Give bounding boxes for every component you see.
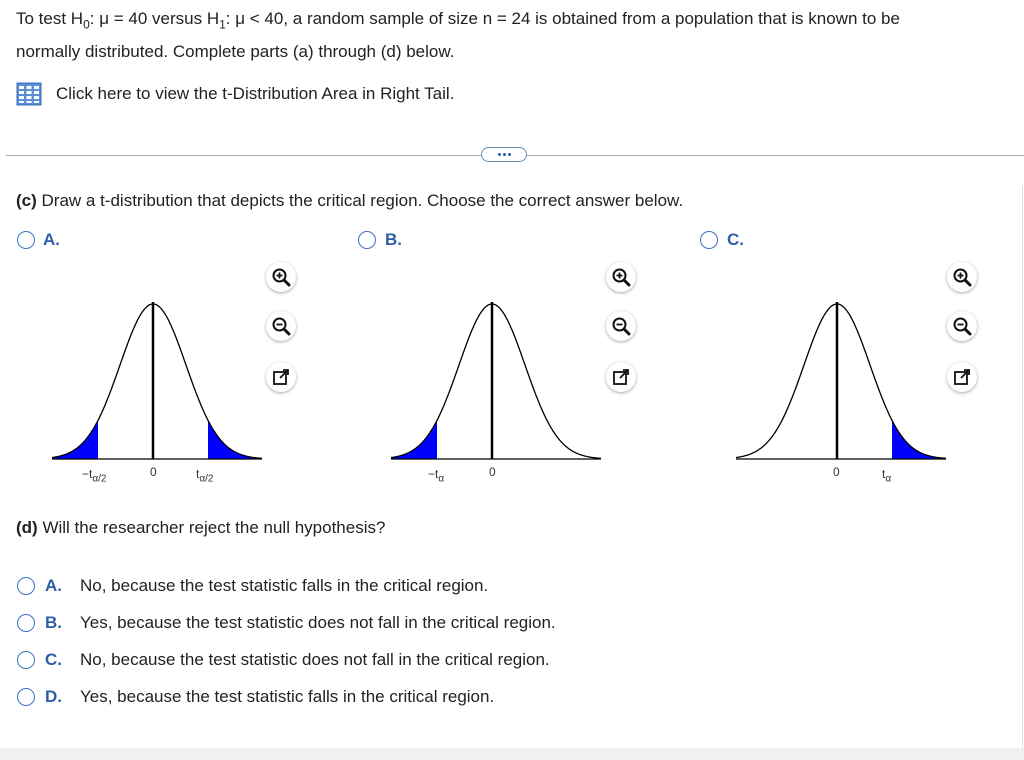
part-c-option-a-radio[interactable] <box>17 231 35 249</box>
open-external-icon <box>611 367 631 387</box>
part-c-question <box>16 191 683 211</box>
zoom-in-icon <box>271 267 291 287</box>
table-link-label[interactable]: Click here to view the t-Distribution Area in Right Tail. <box>56 84 455 103</box>
panel-edge <box>1022 186 1023 748</box>
zoom-in-icon <box>611 267 631 287</box>
part-d-option-a-radio[interactable] <box>17 577 35 595</box>
intro-text-2: : μ = 40 versus H <box>89 9 220 28</box>
graph-b-left-label: $-t_\alpha$ <box>428 467 445 485</box>
t-distribution-table-link[interactable] <box>16 82 454 106</box>
graph-b-curve <box>391 304 601 458</box>
part-c-option-c-radio[interactable] <box>700 231 718 249</box>
graph-a-center-label: 0 <box>150 465 157 479</box>
zoom-out-icon <box>952 316 972 336</box>
graph-c-center-label: 0 <box>833 465 840 479</box>
graph-c-right-tail <box>892 420 946 459</box>
graph-b-left-tail <box>391 420 437 459</box>
ellipsis-dot <box>508 153 511 156</box>
graph-c-right-tailed <box>736 296 946 462</box>
problem-statement-line-2: normally distributed. Complete parts (a) through (d) below. <box>16 42 455 61</box>
part-d-option-d-letter: D. <box>45 687 62 706</box>
open-external-icon <box>952 367 972 387</box>
part-c-option-c-letter: C. <box>727 230 744 249</box>
graph-a-two-tailed <box>52 296 262 462</box>
problem-statement-line-1 <box>16 8 900 35</box>
graph-a-zoom-in-button[interactable] <box>266 262 296 292</box>
graph-b-open-external-button[interactable] <box>606 362 636 392</box>
part-c-text: Draw a t-distribution that depicts the critical region. Choose the correct answer below. <box>36 191 684 210</box>
intro-text-1: To test H <box>16 9 84 28</box>
ellipsis-icon <box>498 153 501 156</box>
part-d-label: (d) <box>16 518 38 537</box>
graph-a-left-label: $-t_{\alpha/2}$ <box>82 467 107 485</box>
graph-b-zoom-in-button[interactable] <box>606 262 636 292</box>
part-d-option-b-letter: B. <box>45 613 62 632</box>
table-grid-icon <box>16 82 42 106</box>
h1-subscript: 1 <box>219 17 226 32</box>
graph-b-center-label: 0 <box>489 465 496 479</box>
graph-b-left-tailed <box>391 296 601 462</box>
intro-text-3: : μ < 40, a random sample of size n = 24 is obtained from a population that is known to be <box>225 9 900 28</box>
zoom-out-icon <box>611 316 631 336</box>
expand-more-button[interactable] <box>481 147 527 162</box>
part-d-option-c-radio[interactable] <box>17 651 35 669</box>
graph-a-curve <box>52 304 262 458</box>
graph-c-curve <box>736 304 946 458</box>
part-c-label: (c) <box>16 191 37 210</box>
graph-a-open-external-button[interactable] <box>266 362 296 392</box>
graph-c-zoom-out-button[interactable] <box>947 311 977 341</box>
part-d-question <box>16 518 385 538</box>
graph-a-right-label: $t_{\alpha/2}$ <box>196 467 214 485</box>
open-external-icon <box>271 367 291 387</box>
bottom-bar <box>0 748 1024 760</box>
h0-subscript: 0 <box>83 17 90 32</box>
part-d-option-a-text[interactable]: No, because the test statistic falls in the critical region. <box>80 576 489 595</box>
graph-a-left-tail <box>52 420 98 459</box>
graph-b-zoom-out-button[interactable] <box>606 311 636 341</box>
graph-a-right-tail <box>208 420 262 459</box>
part-c-option-b-letter: B. <box>385 230 402 249</box>
part-d-option-a-letter: A. <box>45 576 62 595</box>
graph-c-zoom-in-button[interactable] <box>947 262 977 292</box>
part-d-option-c-text[interactable]: No, because the test statistic does not fall in the critical region. <box>80 650 550 669</box>
graph-c-open-external-button[interactable] <box>947 362 977 392</box>
part-c-option-a-letter: A. <box>43 230 60 249</box>
part-d-option-b-radio[interactable] <box>17 614 35 632</box>
zoom-out-icon <box>271 316 291 336</box>
part-d-option-b-text[interactable]: Yes, because the test statistic does not fall in the critical region. <box>80 613 556 632</box>
part-d-option-d-radio[interactable] <box>17 688 35 706</box>
ellipsis-dot <box>503 153 506 156</box>
graph-c-right-label: $t_\alpha$ <box>882 467 892 485</box>
part-d-option-d-text[interactable]: Yes, because the test statistic falls in the critical region. <box>80 687 495 706</box>
graph-a-zoom-out-button[interactable] <box>266 311 296 341</box>
part-d-text: Will the researcher reject the null hypothesis? <box>37 518 386 537</box>
part-d-option-c-letter: C. <box>45 650 62 669</box>
part-c-option-b-radio[interactable] <box>358 231 376 249</box>
zoom-in-icon <box>952 267 972 287</box>
